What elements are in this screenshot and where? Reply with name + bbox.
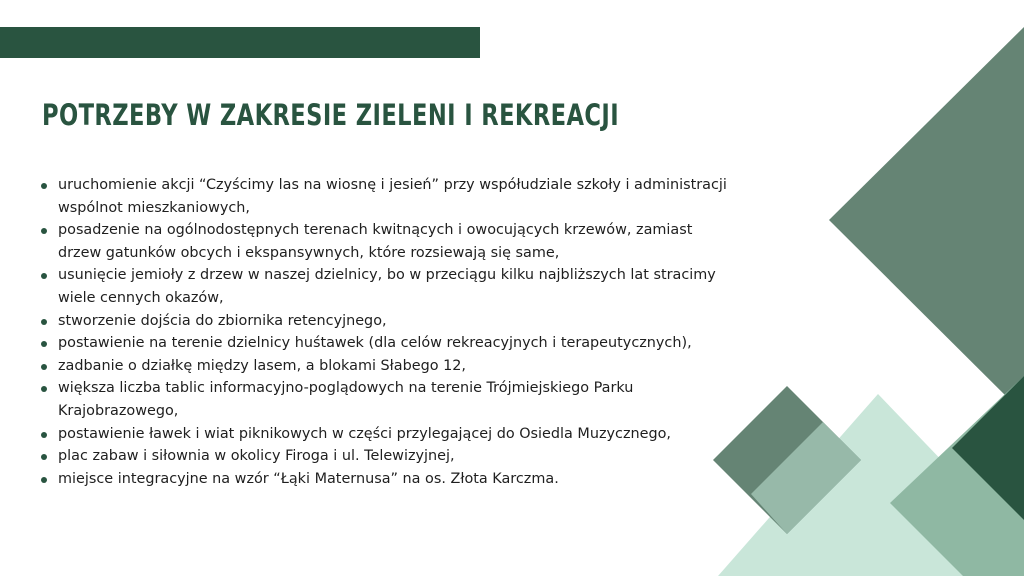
bullet-item: miejsce integracyjne na wzór “Łąki Maternusa” na os. Złota Karczma. (38, 468, 728, 491)
bullet-item: posadzenie na ogólnodostępnych terenach kwitnących i owocujących krzewów, zamiast drzew gatunków obcych i ekspansywnych, które rozsiewają się same, (38, 219, 728, 264)
bullet-item: usunięcie jemioły z drzew w naszej dzielnicy, bo w przeciągu kilku najbliższych lat stracimy wiele cennych okazów, (38, 264, 728, 309)
bullet-item: plac zabaw i siłownia w okolicy Firoga i ul. Telewizyjnej, (38, 445, 728, 468)
bullet-item: stworzenie dojścia do zbiornika retencyjnego, (38, 310, 728, 333)
bullet-item: postawienie na terenie dzielnicy huśtawek (dla celów rekreacyjnych i terapeutycznych), (38, 332, 728, 355)
bullet-item: postawienie ławek i wiat piknikowych w części przylegającej do Osiedla Muzycznego, (38, 423, 728, 446)
bullet-list (38, 174, 728, 490)
bullet-item: zadbanie o działkę między lasem, a blokami Słabego 12, (38, 355, 728, 378)
slide-title: POTRZEBY W ZAKRESIE ZIELENI I REKREACJI (42, 98, 620, 132)
bullet-item: uruchomienie akcji “Czyścimy las na wiosnę i jesień” przy współudziale szkoły i administracji wspólnot mieszkaniowych, (38, 174, 728, 219)
bullet-item: większa liczba tablic informacyjno-poglądowych na terenie Trójmiejskiego Parku Krajobrazowego, (38, 377, 728, 422)
diamond-large-mid-green (829, 27, 1024, 414)
